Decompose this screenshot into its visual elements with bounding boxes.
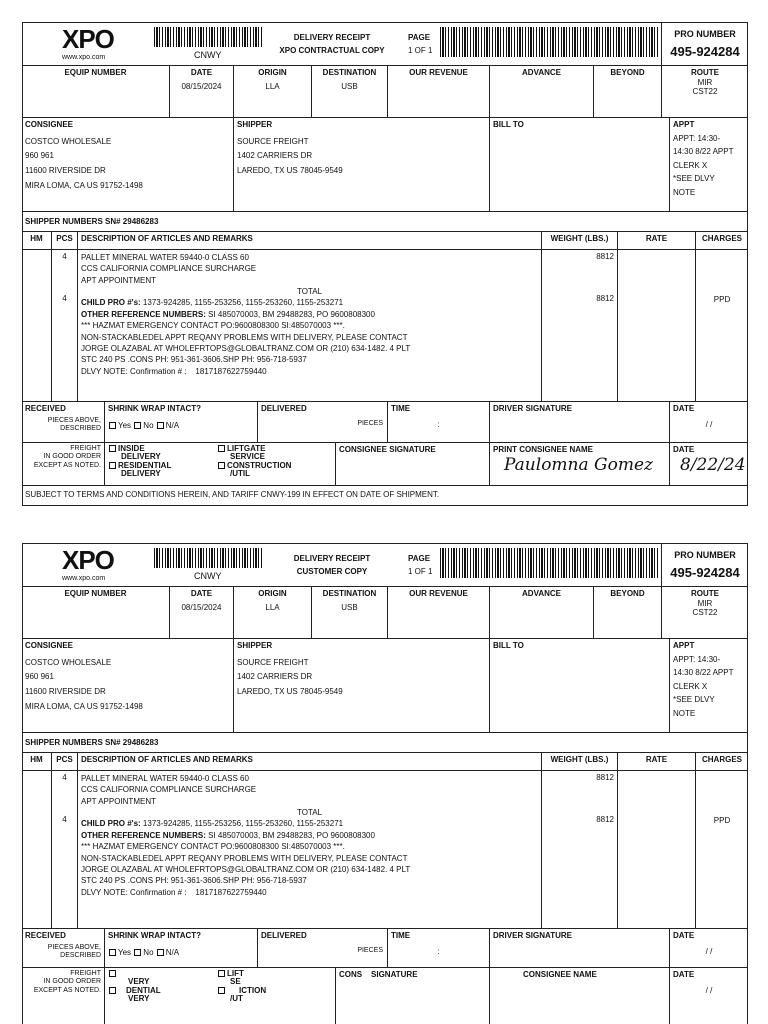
inside-options xyxy=(104,968,214,1024)
weight-header: WEIGHT (LBS.) xyxy=(542,232,618,249)
rate-header: RATE xyxy=(618,753,696,770)
dlvy-note-value: 1817187622759440 xyxy=(195,366,267,376)
delivered-cell xyxy=(258,929,388,967)
destination-label: DESTINATION xyxy=(322,589,377,598)
driver-date-value: / / xyxy=(705,946,713,956)
appt-cell xyxy=(670,639,748,732)
yes-label: Yes xyxy=(118,947,132,957)
shipper-label: SHIPPER xyxy=(237,641,273,650)
freight-cell xyxy=(22,443,104,485)
desc-line: JORGE OLAZABAL AT WHOLEFRTOPS@GLOBALTRANZ.COM OR (210) 634-1482. 4 PLT xyxy=(81,343,411,353)
other-ref-value: SI 485070003, BM 29488283, PO 9600808300 xyxy=(208,309,375,319)
desc-line: APT APPOINTMENT xyxy=(81,796,156,806)
title-block xyxy=(22,543,662,586)
doc-title: DELIVERY RECEIPT xyxy=(293,33,371,42)
pro-number-block xyxy=(662,543,748,586)
appt-cell xyxy=(670,118,748,211)
appt-label: APPT xyxy=(673,120,695,129)
barcode-right xyxy=(440,548,658,578)
appt-line: 14:30 8/22 APPT xyxy=(673,668,734,678)
carrier-code: CNWY xyxy=(194,571,222,581)
liftgate-checkbox[interactable] xyxy=(218,445,225,452)
billto-cell xyxy=(490,118,670,211)
freight-text: EXCEPT AS NOTED. xyxy=(33,461,101,469)
received-label: RECEIVED xyxy=(25,404,66,413)
consignee-line: 11600 RIVERSIDE DR xyxy=(25,687,106,697)
print-name-cell xyxy=(490,443,670,485)
items-body xyxy=(22,250,748,402)
consignee-date-cell xyxy=(670,968,748,1024)
shipper-label: SHIPPER xyxy=(237,120,273,129)
billto-cell xyxy=(490,639,670,732)
driver-date-label: DATE xyxy=(673,404,695,413)
pcs-header: PCS xyxy=(52,753,78,770)
weight-total: 8812 xyxy=(596,293,614,303)
shipper-numbers: SHIPPER NUMBERS SN# 29486283 xyxy=(25,738,159,747)
consignee-line: 11600 RIVERSIDE DR xyxy=(25,166,106,176)
time-cell xyxy=(388,929,490,967)
na-checkbox[interactable] xyxy=(157,422,164,429)
route-label: ROUTE xyxy=(691,68,719,77)
desc-line: PALLET MINERAL WATER 59440-0 CLASS 60 xyxy=(81,774,249,783)
consignee-signature-cell xyxy=(336,968,490,1024)
shipper-line: LAREDO, TX US 78045-9549 xyxy=(237,166,343,176)
desc-header: DESCRIPTION OF ARTICLES AND REMARKS xyxy=(78,232,542,249)
consignee-line: MIRA LOMA, CA US 91752-1498 xyxy=(25,701,143,711)
freight-cell xyxy=(22,968,104,1024)
freight-text: FREIGHT xyxy=(70,970,101,977)
billto-label: BILL TO xyxy=(493,641,524,650)
shipper-cell xyxy=(234,118,490,211)
dlvy-note-label: DLVY NOTE: Confirmation # : xyxy=(81,366,187,376)
delivered-label: DELIVERED xyxy=(261,404,307,413)
liftgate-checkbox[interactable] xyxy=(218,970,225,977)
driver-signature-label: DRIVER SIGNATURE xyxy=(493,931,572,940)
no-label: No xyxy=(143,947,154,957)
received-label: RECEIVED xyxy=(25,931,66,940)
doc-title: DELIVERY RECEIPT xyxy=(293,554,371,563)
child-pro-label: CHILD PRO #'s: xyxy=(81,298,141,308)
pro-label: PRO NUMBER xyxy=(674,550,736,560)
time-label: TIME xyxy=(391,931,411,940)
driver-signature-cell xyxy=(490,402,670,442)
title-row xyxy=(22,543,748,587)
page-label: PAGE xyxy=(408,33,431,42)
received-cell xyxy=(22,929,104,967)
carrier-code: CNWY xyxy=(194,50,222,60)
driver-date-label: DATE xyxy=(673,931,695,940)
page-label: PAGE xyxy=(408,554,431,563)
print-name-label: CONSIGNEE NAME xyxy=(523,970,597,979)
pro-value: 495-924284 xyxy=(670,43,740,59)
destination-label: DESTINATION xyxy=(322,68,377,77)
pro-number-block xyxy=(662,22,748,65)
print-name-cell xyxy=(490,968,670,1024)
shrink-wrap-label: SHRINK WRAP INTACT? xyxy=(108,404,202,413)
page-value: 1 OF 1 xyxy=(408,46,433,55)
freight-text: FREIGHT xyxy=(70,445,101,452)
items-header-row xyxy=(22,753,748,771)
weight-value: 8812 xyxy=(596,252,614,261)
liftgate-options xyxy=(214,443,336,485)
date-label: DATE xyxy=(190,68,213,77)
driver-date-cell xyxy=(670,929,748,967)
yes-checkbox[interactable] xyxy=(109,949,116,956)
construction-label: ICTION xyxy=(239,985,267,995)
desc-line: CCS CALIFORNIA COMPLIANCE SURCHARGE xyxy=(81,785,257,795)
freight-text: IN GOOD ORDER xyxy=(43,978,101,986)
consignee-signature-cell xyxy=(336,443,490,485)
construction-checkbox[interactable] xyxy=(218,462,225,469)
appt-line: CLERK X xyxy=(673,160,708,170)
pcs-col xyxy=(52,771,78,928)
desc-line: NON-STACKABLEDEL APPT REQANY PROBLEMS WITH DELIVERY, PLEASE CONTACT xyxy=(81,332,408,342)
revenue-cell xyxy=(388,587,490,638)
footer-row-2 xyxy=(22,967,748,1024)
charges-header: CHARGES xyxy=(701,234,742,243)
logo-url: www.xpo.com xyxy=(62,575,106,582)
dlvy-note-value: 1817187622759440 xyxy=(195,887,267,897)
items-body xyxy=(22,771,748,929)
time-value: : xyxy=(437,419,440,429)
dlvy-note-label: DLVY NOTE: Confirmation # : xyxy=(81,887,187,897)
charges-col xyxy=(696,250,748,401)
consignee-line: COSTCO WHOLESALE xyxy=(25,136,112,146)
address-row xyxy=(22,639,748,733)
desc-line: *** HAZMAT EMERGENCY CONTACT PO:9600808300 SI:485070003 ***. xyxy=(81,842,345,852)
delivery-label: VERY xyxy=(128,994,150,1004)
construction-label: CONSTRUCTION xyxy=(227,460,292,470)
appt-line: APPT: 14:30- xyxy=(673,133,721,143)
xpo-logo: XPO xyxy=(62,545,114,575)
weight-col xyxy=(542,771,618,928)
xpo-logo: XPO xyxy=(62,24,114,54)
shipper-numbers-row xyxy=(22,733,748,753)
shrink-wrap-label: SHRINK WRAP INTACT? xyxy=(108,931,202,940)
consignee-signature-label: CONS SIGNATURE xyxy=(339,970,418,979)
time-label: TIME xyxy=(391,404,411,413)
charges-col xyxy=(696,771,748,928)
origin-value: LLA xyxy=(265,602,280,612)
charges-value: PPD xyxy=(713,295,731,304)
pcs-col xyxy=(52,250,78,401)
footer-row-1 xyxy=(22,402,748,442)
inside-options xyxy=(104,443,214,485)
billto-label: BILL TO xyxy=(493,120,524,129)
consignee-label: CONSIGNEE xyxy=(25,120,74,129)
destination-value: USB xyxy=(341,602,358,612)
appt-line: 14:30 8/22 APPT xyxy=(673,147,734,157)
consignee-line: COSTCO WHOLESALE xyxy=(25,657,112,667)
consignee-date-label: DATE xyxy=(673,445,695,454)
appt-line: *SEE DLVY xyxy=(673,695,715,705)
consignee-date-value: / / xyxy=(705,985,713,995)
origin-label: ORIGIN xyxy=(258,589,287,598)
pro-value: 495-924284 xyxy=(670,564,740,580)
yes-label: Yes xyxy=(118,420,132,430)
equip-cell xyxy=(22,66,170,117)
route-value-2: CST22 xyxy=(692,608,718,618)
residential-checkbox[interactable] xyxy=(109,462,116,469)
origin-value: LLA xyxy=(265,81,280,91)
appt-line: *SEE DLVY xyxy=(673,174,715,184)
date-value: 08/15/2024 xyxy=(181,602,222,612)
destination-value: USB xyxy=(341,81,358,91)
driver-date-value: / / xyxy=(705,419,713,429)
revenue-cell xyxy=(388,66,490,117)
inside-label: INSIDE xyxy=(118,444,145,453)
driver-signature-label: DRIVER SIGNATURE xyxy=(493,404,572,413)
shipper-cell xyxy=(234,639,490,732)
consignee-label: CONSIGNEE xyxy=(25,641,74,650)
advance-cell xyxy=(490,66,594,117)
rate-header: RATE xyxy=(618,232,696,249)
no-label: No xyxy=(143,420,154,430)
beyond-cell xyxy=(594,587,662,638)
appt-line: NOTE xyxy=(673,708,696,718)
consignee-signature-label: CONSIGNEE SIGNATURE xyxy=(339,445,436,454)
rate-col xyxy=(618,771,696,928)
residential-checkbox[interactable] xyxy=(109,987,116,994)
consignee-line: 960 961 xyxy=(25,151,54,161)
desc-col xyxy=(78,250,542,401)
barcode-left xyxy=(154,27,262,47)
desc-line: CCS CALIFORNIA COMPLIANCE SURCHARGE xyxy=(81,264,257,274)
hm-header: HM xyxy=(22,753,52,770)
weight-col xyxy=(542,250,618,401)
freight-text: IN GOOD ORDER xyxy=(43,453,101,461)
delivery-receipt-customer xyxy=(22,543,748,1024)
signed-date: 8/22/24 xyxy=(680,455,746,475)
desc-line: STC 240 PS .CONS PH: 951-361-3606.SHP PH: 956-718-5937 xyxy=(81,355,307,365)
child-pro-value: 1373-924285, 1155-253256, 1155-253260, 1155-253271 xyxy=(142,819,344,829)
logo-url: www.xpo.com xyxy=(62,54,106,61)
items-header-row xyxy=(22,232,748,250)
shrink-wrap-cell xyxy=(104,929,258,967)
terms-text: SUBJECT TO TERMS AND CONDITIONS HEREIN, AND TARIFF CNWY-199 IN EFFECT ON DATE OF SHIPMENT. xyxy=(25,490,440,499)
shrink-wrap-cell xyxy=(104,402,258,442)
util-label: /UTIL xyxy=(230,469,250,479)
header-row xyxy=(22,587,748,639)
total-label: TOTAL xyxy=(296,808,323,818)
na-label: N/A xyxy=(165,420,180,430)
no-checkbox[interactable] xyxy=(134,949,141,956)
pro-label: PRO NUMBER xyxy=(674,29,736,39)
advance-cell xyxy=(490,587,594,638)
hm-col xyxy=(22,771,52,928)
date-cell xyxy=(170,587,234,638)
route-label: ROUTE xyxy=(691,589,719,598)
driver-signature-cell xyxy=(490,929,670,967)
shipper-line: SOURCE FREIGHT xyxy=(237,657,309,667)
received-text: DESCRIBED xyxy=(60,424,101,432)
equip-label: EQUIP NUMBER xyxy=(64,589,127,598)
received-text: DESCRIBED xyxy=(60,951,101,959)
route-cell xyxy=(662,66,748,117)
title-row xyxy=(22,22,748,66)
charges-header: CHARGES xyxy=(701,755,742,764)
na-label: N/A xyxy=(165,947,180,957)
title-block xyxy=(22,22,662,65)
weight-header: WEIGHT (LBS.) xyxy=(542,753,618,770)
na-checkbox[interactable] xyxy=(157,949,164,956)
construction-checkbox[interactable] xyxy=(218,987,225,994)
consignee-line: 960 961 xyxy=(25,672,54,682)
revenue-label: OUR REVENUE xyxy=(409,589,468,598)
service-label: SE xyxy=(230,977,241,987)
desc-line: PALLET MINERAL WATER 59440-0 CLASS 60 xyxy=(81,253,249,262)
freight-text: EXCEPT AS NOTED. xyxy=(33,986,101,994)
residential-label: DENTIAL xyxy=(126,985,161,995)
desc-col xyxy=(78,771,542,928)
appt-label: APPT xyxy=(673,641,695,650)
yes-checkbox[interactable] xyxy=(109,422,116,429)
footer-row-1 xyxy=(22,929,748,967)
weight-total: 8812 xyxy=(596,814,614,824)
delivery-receipt-contractual xyxy=(22,22,748,506)
consignee-date-cell xyxy=(670,443,748,485)
util-label: /UT xyxy=(230,994,243,1004)
pieces-label: PIECES xyxy=(357,420,383,427)
weight-value: 8812 xyxy=(596,773,614,782)
consignee-line: MIRA LOMA, CA US 91752-1498 xyxy=(25,180,143,190)
appt-line: APPT: 14:30- xyxy=(673,654,721,664)
driver-date-cell xyxy=(670,402,748,442)
received-text: PIECES ABOVE, xyxy=(47,943,101,951)
beyond-cell xyxy=(594,66,662,117)
print-name-label: PRINT CONSIGNEE NAME xyxy=(493,445,594,454)
page-value: 1 OF 1 xyxy=(408,567,433,576)
total-label: TOTAL xyxy=(296,287,323,297)
liftgate-options xyxy=(214,968,336,1024)
destination-cell xyxy=(312,587,388,638)
service-label: SERVICE xyxy=(230,452,265,462)
beyond-label: BEYOND xyxy=(610,589,645,598)
delivery-label: DELIVERY xyxy=(121,452,161,462)
equip-cell xyxy=(22,587,170,638)
shipper-line: SOURCE FREIGHT xyxy=(237,136,309,146)
hm-header: HM xyxy=(22,232,52,249)
appt-line: CLERK X xyxy=(673,681,708,691)
hm-col xyxy=(22,250,52,401)
no-checkbox[interactable] xyxy=(134,422,141,429)
liftgate-label: LIFTGATE xyxy=(227,444,266,453)
origin-cell xyxy=(234,66,312,117)
other-ref-label: OTHER REFERENCE NUMBERS: xyxy=(81,830,206,840)
received-text: PIECES ABOVE, xyxy=(47,416,101,424)
shipper-numbers-row xyxy=(22,212,748,232)
equip-label: EQUIP NUMBER xyxy=(64,68,127,77)
received-cell xyxy=(22,402,104,442)
pcs-total: 4 xyxy=(62,293,67,303)
consignee-signature: Paulomna Gomez xyxy=(504,455,653,475)
footer-row-2 xyxy=(22,442,748,486)
pcs-value: 4 xyxy=(62,773,67,782)
rate-col xyxy=(618,250,696,401)
delivered-cell xyxy=(258,402,388,442)
route-value-1: MIR xyxy=(697,598,713,608)
barcode-left xyxy=(154,548,262,568)
pcs-header: PCS xyxy=(52,232,78,249)
advance-label: ADVANCE xyxy=(522,589,561,598)
other-ref-value: SI 485070003, BM 29488283, PO 9600808300 xyxy=(208,830,375,840)
address-row xyxy=(22,118,748,212)
route-value-2: CST22 xyxy=(692,87,718,97)
revenue-label: OUR REVENUE xyxy=(409,68,468,77)
origin-cell xyxy=(234,587,312,638)
inside-label: VERY xyxy=(128,977,150,987)
desc-line: STC 240 PS .CONS PH: 951-361-3606.SHP PH: 956-718-5937 xyxy=(81,876,307,886)
shipper-numbers: SHIPPER NUMBERS SN# 29486283 xyxy=(25,217,159,226)
charges-value: PPD xyxy=(713,816,731,825)
desc-line: APT APPOINTMENT xyxy=(81,275,156,285)
route-value-1: MIR xyxy=(697,77,713,87)
desc-header: DESCRIPTION OF ARTICLES AND REMARKS xyxy=(78,753,542,770)
route-cell xyxy=(662,587,748,638)
origin-label: ORIGIN xyxy=(258,68,287,77)
barcode-right xyxy=(440,27,658,57)
pcs-total: 4 xyxy=(62,814,67,824)
desc-line: NON-STACKABLEDEL APPT REQANY PROBLEMS WITH DELIVERY, PLEASE CONTACT xyxy=(81,853,408,863)
advance-label: ADVANCE xyxy=(522,68,561,77)
date-cell xyxy=(170,66,234,117)
shipper-line: 1402 CARRIERS DR xyxy=(237,672,313,682)
delivered-label: DELIVERED xyxy=(261,931,307,940)
desc-line: *** HAZMAT EMERGENCY CONTACT PO:9600808300 SI:485070003 ***. xyxy=(81,321,345,331)
child-pro-value: 1373-924285, 1155-253256, 1155-253260, 1155-253271 xyxy=(142,298,344,308)
delivery-label: DELIVERY xyxy=(121,469,161,479)
pcs-value: 4 xyxy=(62,252,67,261)
date-label: DATE xyxy=(190,589,213,598)
time-value: : xyxy=(437,946,440,956)
doc-subtitle: CUSTOMER COPY xyxy=(296,567,368,576)
shipper-line: LAREDO, TX US 78045-9549 xyxy=(237,687,343,697)
appt-line: NOTE xyxy=(673,187,696,197)
shipper-line: 1402 CARRIERS DR xyxy=(237,151,313,161)
residential-label: RESIDENTIAL xyxy=(118,460,172,470)
destination-cell xyxy=(312,66,388,117)
time-cell xyxy=(388,402,490,442)
consignee-date-label: DATE xyxy=(673,970,695,979)
beyond-label: BEYOND xyxy=(610,68,645,77)
header-row xyxy=(22,66,748,118)
doc-subtitle: XPO CONTRACTUAL COPY xyxy=(279,46,385,55)
child-pro-label: CHILD PRO #'s: xyxy=(81,819,141,829)
date-value: 08/15/2024 xyxy=(181,81,222,91)
consignee-cell xyxy=(22,639,234,732)
other-ref-label: OTHER REFERENCE NUMBERS: xyxy=(81,309,206,319)
consignee-cell xyxy=(22,118,234,211)
inside-delivery-checkbox[interactable] xyxy=(109,970,116,977)
pieces-label: PIECES xyxy=(357,947,383,954)
inside-delivery-checkbox[interactable] xyxy=(109,445,116,452)
liftgate-label: LIFT xyxy=(227,969,244,978)
desc-line: JORGE OLAZABAL AT WHOLEFRTOPS@GLOBALTRANZ.COM OR (210) 634-1482. 4 PLT xyxy=(81,864,411,874)
